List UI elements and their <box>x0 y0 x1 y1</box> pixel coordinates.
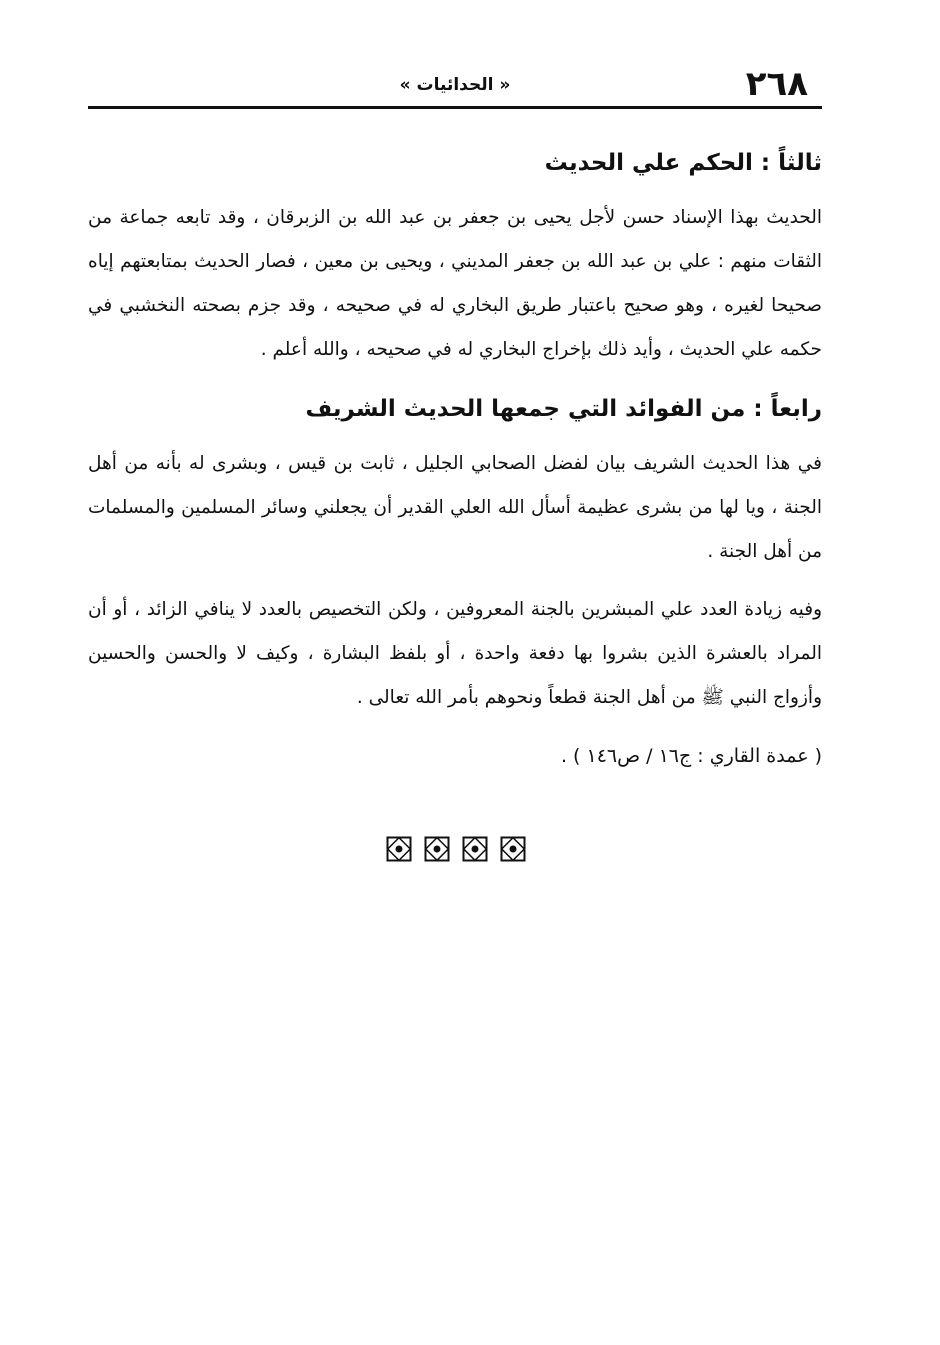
section-heading-ruling: ثالثاً : الحكم علي الحديث <box>544 150 822 176</box>
page-header <box>88 62 822 106</box>
source-citation: ( عمدة القاري : ج١٦ / ص١٤٦ ) . <box>560 745 822 767</box>
paragraph-ruling: الحديث بهذا الإسناد حسن لأجل يحيى بن جعفر بن عبد الله بن الزبرقان ، وقد تابعه جماعة من الثقات منهم : علي بن عبد الله بن جعفر المديني ، ويحيى بن معين ، فصار الحديث بمتابعتهم إياه صحيحا لغيره ، وهو صحيح باعتبار طريق البخاري له في صحيحه ، وقد جزم بصحته النخشبي في حكمه علي الحديث ، وأيد ذلك بإخراج البخاري له في صحيحه ، والله أعلم . <box>88 207 822 360</box>
paragraph-benefit-1: في هذا الحديث الشريف بيان لفضل الصحابي الجليل ، ثابت بن قيس ، وبشرى له بأنه من أهل الجنة ، ويا لها من بشرى عظيمة أسأل الله العلي القدير أن يجعلني وسائر المسلمين والمسلمات من أهل الجنة . <box>88 453 822 562</box>
running-title: « الحدائيات » <box>399 75 511 95</box>
page-body <box>88 140 822 800</box>
page-number: ٢٦٨ <box>745 64 808 104</box>
floral-square-ornament-icon <box>424 836 450 862</box>
end-ornaments <box>0 836 940 868</box>
section-heading-benefits: رابعاً : من الفوائد التي جمعها الحديث الشريف <box>305 396 822 422</box>
floral-square-ornament-icon <box>500 836 526 862</box>
paragraph-benefit-2: وفيه زيادة العدد علي المبشرين بالجنة المعروفين ، ولكن التخصيص بالعدد لا ينافي الزائد ، أو أن المراد بالعشرة الذين بشروا بها دفعة واحدة ، أو بلفظ البشارة ، وكيف لا والحسن والحسين وأزواج النبي ﷺ من أهل الجنة قطعاً ونحوهم بأمر الله تعالى . <box>88 599 822 708</box>
header-rule <box>88 106 822 109</box>
floral-square-ornament-icon <box>386 836 412 862</box>
floral-square-ornament-icon <box>462 836 488 862</box>
